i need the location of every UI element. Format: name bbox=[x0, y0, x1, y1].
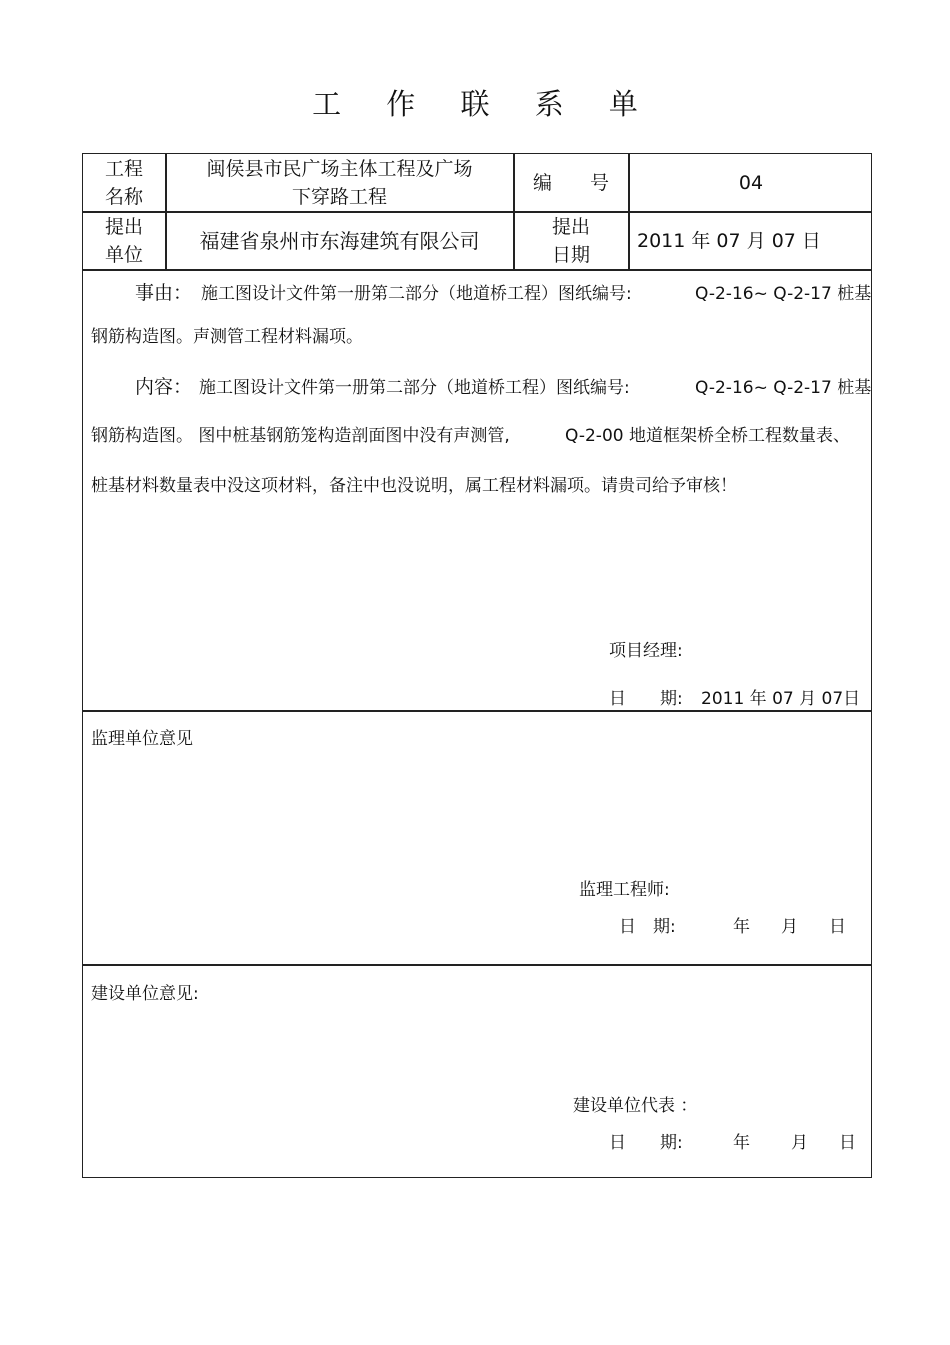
reason-text-continued: 钢筋构造图。声测管工程材料漏项。 bbox=[91, 327, 363, 347]
supervision-month: 月 bbox=[781, 917, 798, 937]
project-name-label: 工程 名称 bbox=[104, 157, 143, 208]
construction-year: 年 bbox=[733, 1133, 750, 1153]
supervision-date-label: 日 期: bbox=[619, 917, 676, 937]
construction-rep-label: 建设单位代表 ： bbox=[573, 1096, 698, 1116]
submit-date-value: 2011 年 07 月 07 日 bbox=[637, 229, 821, 252]
project-name-value: 闽侯县市民广场主体工程及广场 下穿路工程 bbox=[206, 157, 473, 208]
construction-month: 月 bbox=[791, 1133, 808, 1153]
number-label: 编 号 bbox=[532, 171, 609, 194]
content-label: 内容： bbox=[135, 376, 193, 398]
content-text-line2: 钢筋构造图。 图中桩基钢筋笼构造剖面图中没有声测管, bbox=[91, 426, 510, 446]
number-value: 04 bbox=[738, 171, 764, 194]
reason-text: 施工图设计文件第一册第二部分（地道桥工程）图纸编号: bbox=[201, 284, 632, 304]
construction-day: 日 bbox=[839, 1133, 856, 1153]
content-text-line3: 桩基材料数量表中没这项材料，备注中也没说明，属工程材料漏项。请贵司给予审核！ bbox=[91, 476, 737, 496]
content-text: 施工图设计文件第一册第二部分（地道桥工程）图纸编号: bbox=[199, 378, 630, 398]
content-text-line2-cont: Q-2-00 地道框架桥全桥工程数量表、 bbox=[565, 426, 850, 446]
body-date-label: 日 期: bbox=[609, 689, 683, 709]
project-manager-label: 项目经理: bbox=[609, 641, 683, 661]
divider bbox=[83, 964, 871, 966]
submit-date-label: 提出 日期 bbox=[551, 215, 590, 266]
reason-label: 事由： bbox=[135, 282, 193, 304]
supervision-year: 年 bbox=[733, 917, 750, 937]
divider bbox=[83, 710, 871, 712]
content-drawing-code: Q-2-16~ Q-2-17 桩基 bbox=[695, 378, 872, 398]
submit-unit-label: 提出 单位 bbox=[104, 215, 143, 266]
document-title: 工 作 联 系 单 bbox=[312, 87, 656, 121]
supervision-heading: 监理单位意见 bbox=[91, 729, 193, 749]
supervision-day: 日 bbox=[829, 917, 846, 937]
divider bbox=[83, 269, 871, 271]
construction-heading: 建设单位意见: bbox=[91, 984, 199, 1004]
contact-form-table bbox=[82, 153, 872, 1178]
body-date-value: 2011 年 07 月 07日 bbox=[701, 689, 861, 709]
submit-unit-value: 福建省泉州市东海建筑有限公司 bbox=[199, 228, 480, 253]
construction-date-label: 日 期: bbox=[609, 1133, 683, 1153]
supervision-engineer-label: 监理工程师: bbox=[579, 880, 670, 900]
reason-drawing-code: Q-2-16~ Q-2-17 桩基 bbox=[695, 284, 872, 304]
